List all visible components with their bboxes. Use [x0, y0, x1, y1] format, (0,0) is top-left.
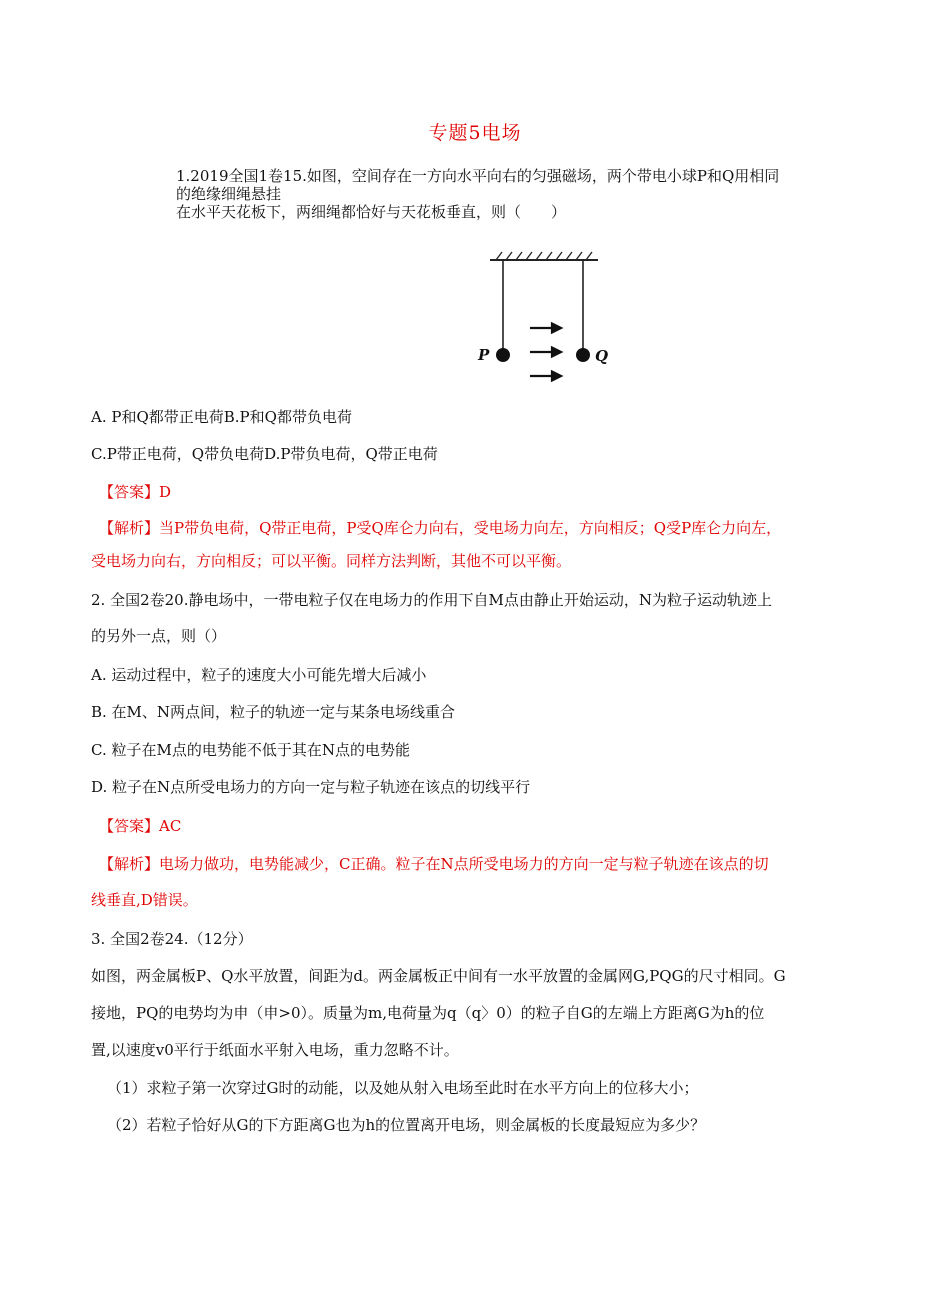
q2-option-d: D. 粒子在N点所受电场力的方向一定与粒子轨迹在该点的切线平行 [91, 778, 531, 796]
ball-p [496, 348, 510, 362]
q1-option-ab: A. P和Q都带正电荷B.P和Q都带负电荷 [91, 408, 352, 426]
field-arrows [530, 324, 561, 381]
q2-stem-line2: 的另外一点，则（） [91, 627, 227, 645]
q1-option-cd: C.P带正电荷，Q带负电荷D.P带负电荷，Q带正电荷 [91, 445, 438, 463]
ball-q [576, 348, 590, 362]
q3-header: 3. 全国2卷24.（12分） [91, 930, 253, 948]
label-p: P [478, 346, 490, 364]
q2-answer: 【答案】AC [99, 817, 182, 835]
q1-stem-line3: 在水平天花板下，两细绳都恰好与天花板垂直，则（ ） [176, 203, 567, 221]
q1-stem-line2: 的绝缘细绳悬挂 [176, 185, 282, 203]
q3-body-line1: 如图，两金属板P、Q水平放置，间距为d。两金属板正中间有一水平放置的金属网G,PQG的尺寸相同。G [91, 967, 786, 985]
q3-body-line3: 置,以速度v0平行于纸面水平射入电场，重力忽略不计。 [91, 1041, 459, 1059]
page-title: 专题5电场 [428, 122, 522, 144]
q2-option-c: C. 粒子在M点的电势能不低于其在N点的电势能 [91, 741, 410, 759]
q3-body-line2: 接地，PQ的电势均为申（申>0）。质量为m,电荷量为q（q〉0）的粒子自G的左端上方距离G为h的位 [91, 1004, 765, 1022]
q1-analysis-line2: 受电场力向右，方向相反；可以平衡。同样方法判断，其他不可以平衡。 [91, 552, 572, 570]
ceiling-hatch [496, 252, 592, 260]
q2-option-a: A. 运动过程中，粒子的速度大小可能先增大后减小 [91, 666, 427, 684]
q1-analysis-line1: 【解析】当P带负电荷，Q带正电荷，P受Q库仑力向右，受电场力向左，方向相反；Q受P库仑力向左， [99, 519, 782, 537]
q2-stem-line1: 2. 全国2卷20.静电场中，一带电粒子仅在电场力的作用下自M点由静止开始运动，N为粒子运动轨迹上 [91, 591, 772, 609]
q2-analysis-line1: 【解析】电场力做功，电势能减少，C正确。粒子在N点所受电场力的方向一定与粒子轨迹在该点的切 [99, 855, 769, 873]
q1-stem-line1: 1.2019全国1卷15.如图，空间存在一方向水平向右的匀强磁场，两个带电小球P和Q用相同 [176, 167, 780, 185]
q1-answer: 【答案】D [99, 483, 172, 501]
q1-figure [470, 248, 620, 388]
q3-sub1: （1）求粒子第一次穿过G时的动能，以及她从射入电场至此时在水平方向上的位移大小； [107, 1079, 699, 1097]
label-q: Q [595, 347, 609, 365]
q2-analysis-line2: 线垂直,D错误。 [91, 891, 198, 909]
q3-sub2: （2）若粒子恰好从G的下方距离G也为h的位置离开电场，则金属板的长度最短应为多少？ [107, 1116, 706, 1134]
q2-option-b: B. 在M、N两点间，粒子的轨迹一定与某条电场线重合 [91, 703, 456, 721]
